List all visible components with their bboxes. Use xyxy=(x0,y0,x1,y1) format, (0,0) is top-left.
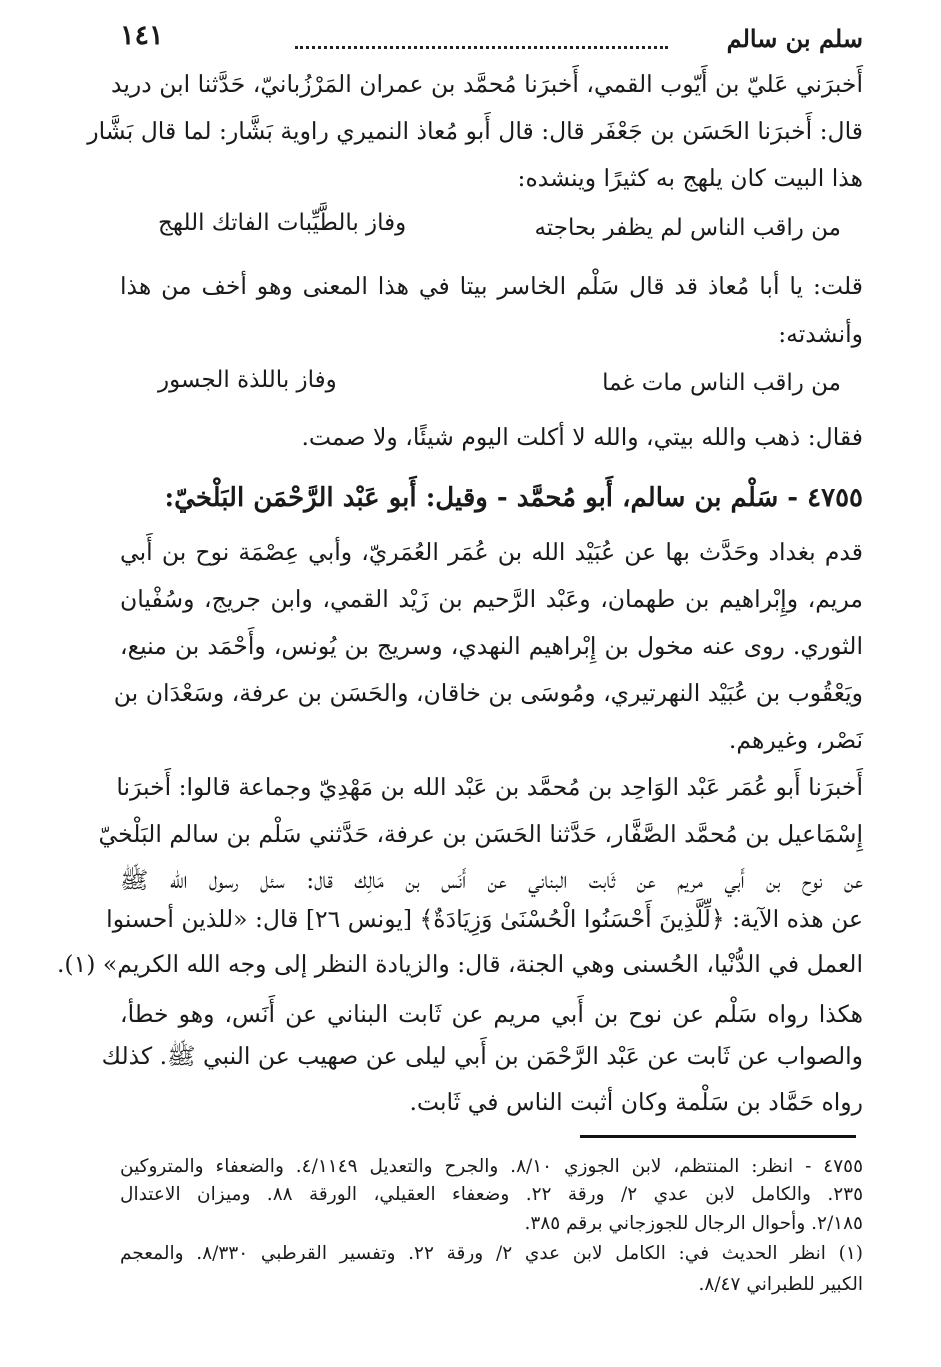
text-line: قلت: يا أبا مُعاذ قد قال سَلْم الخاسر بيتا في هذا المعنى وهو أخف من هذا xyxy=(120,272,863,300)
footnote-line: الكبير للطبراني ٨/٤٧. xyxy=(698,1274,863,1295)
text-line: قدم بغداد وحَدَّث بها عن عُبَيْد الله بن عُمَر العُمَريّ، وأبي عِصْمَة نوح بن أَبي xyxy=(120,538,863,566)
verse-hemistich: من راقب الناس لم يظفر بحاجته xyxy=(534,215,841,241)
text-line: فقال: ذهب والله بيتي، والله لا أكلت اليوم شيئًا، ولا صمت. xyxy=(301,423,863,451)
text-line: وأنشدته: xyxy=(778,320,863,348)
text-line: والصواب عن ثَابت عن عَبْد الرَّحْمَن بن أَبي ليلى عن صهيب عن النبي ﷺ. كذلك xyxy=(101,1042,863,1070)
text-line: الثوري. روى عنه مخول بن إِبْراهيم النهدي، وسريج بن يُونس، وأَحْمَد بن منيع، xyxy=(120,632,863,660)
footnote-line: ٢٣٥. والكامل لابن عدي ٢/ ورقة ٢٢. وضعفاء العقيلي، الورقة ٨٨. وميزان الاعتدال xyxy=(120,1184,864,1205)
verse-hemistich: من راقب الناس مات غما xyxy=(602,370,841,396)
footnote-line: ٤٧٥٥ - انظر: المنتظم، لابن الجوزي ٨/١٠. والجرح والتعديل ٤/١١٤٩. والضعفاء والمتروكين xyxy=(120,1156,864,1177)
text-line: إِسْمَاعيل بن مُحمَّد الصَّفَّار، حَدَّثنا الحَسَن بن عرفة، حَدَّثني سَلْم بن سالم البَلْخيّ xyxy=(98,820,863,848)
running-title: سلم بن سالم xyxy=(726,24,863,53)
text-line: أَخبرَنا أَبو عُمَر عَبْد الوَاحِد بن مُحمَّد بن عَبْد الله بن مَهْدِيّ وجماعة قالوا: أَخبرَنا xyxy=(116,773,863,801)
text-line: قال: أَخبرَنا الحَسَن بن جَعْفَر قال: قال أَبو مُعاذ النميري راوية بَشَّار: لما قال بَشَّار xyxy=(87,117,863,145)
text-line: هذا البيت كان يلهج به كثيرًا وينشده: xyxy=(517,164,863,192)
text-line: أَخبرَني عَليّ بن أَيّوب القمي، أَخبرَنا مُحمَّد بن عمران المَرْزُبانيّ، حَدَّثنا ابن دريد xyxy=(111,70,863,98)
entry-heading: ٤٧٥٥ - سَلْم بن سالم، أَبو مُحمَّد - وقيل: أَبو عَبْد الرَّحْمَن البَلْخيّ: xyxy=(164,483,863,513)
text-line: العمل في الدُّنْيا، الحُسنى وهي الجنة، قال: والزيادة النظر إلى وجه الله الكريم» (١). xyxy=(56,950,863,978)
footnote-separator xyxy=(580,1135,856,1138)
text-line: مريم، وإِبْراهيم بن طهمان، وعَبْد الرَّحيم بن زَيْد القمي، وابن جريج، وسُفْيان xyxy=(120,585,863,613)
text-line: نَصْر، وغيرهم. xyxy=(728,726,863,754)
text-line: رواه حَمَّاد بن سَلْمة وكان أثبت الناس في ثَابت. xyxy=(409,1088,863,1116)
text-line: هكذا رواه سَلْم عن نوح بن أَبي مريم عن ثَابت البناني عن أَنَس، وهو خطأ، xyxy=(120,1000,863,1028)
footnote-line: (١) انظر الحديث في: الكامل لابن عدي ٢/ ورقة ٢٢. وتفسير القرطبي ٨/٣٣٠. والمعجم xyxy=(120,1243,863,1264)
text-line: عن نوح بن أَبي مريم عن ثَابت البناني عن أَنَس بن مَالِك قال: سئل رسول الله ﷺ xyxy=(120,866,863,894)
leader-dots xyxy=(295,26,668,49)
text-line: عن هذه الآية: ﴿لِّلَّذِينَ أَحْسَنُوا الْحُسْنَىٰ وَزِيَادَةٌ﴾ [يونس ٢٦] قال: «للذين أحسنوا xyxy=(106,905,863,933)
verse-hemistich: وفاز باللذة الجسور xyxy=(158,367,337,393)
page-number: ١٤١ xyxy=(120,20,164,51)
verse-hemistich: وفاز بالطَّيِّبات الفاتك اللهج xyxy=(158,210,407,236)
footnote-line: ٢/١٨٥. وأحوال الرجال للجوزجاني برقم ٣٨٥. xyxy=(524,1213,863,1234)
running-header xyxy=(120,20,863,60)
text-line: ويَعْقُوب بن عُبَيْد النهرتيري، ومُوسَى بن خاقان، والحَسَن بن عرفة، وسَعْدَان بن xyxy=(113,679,863,707)
